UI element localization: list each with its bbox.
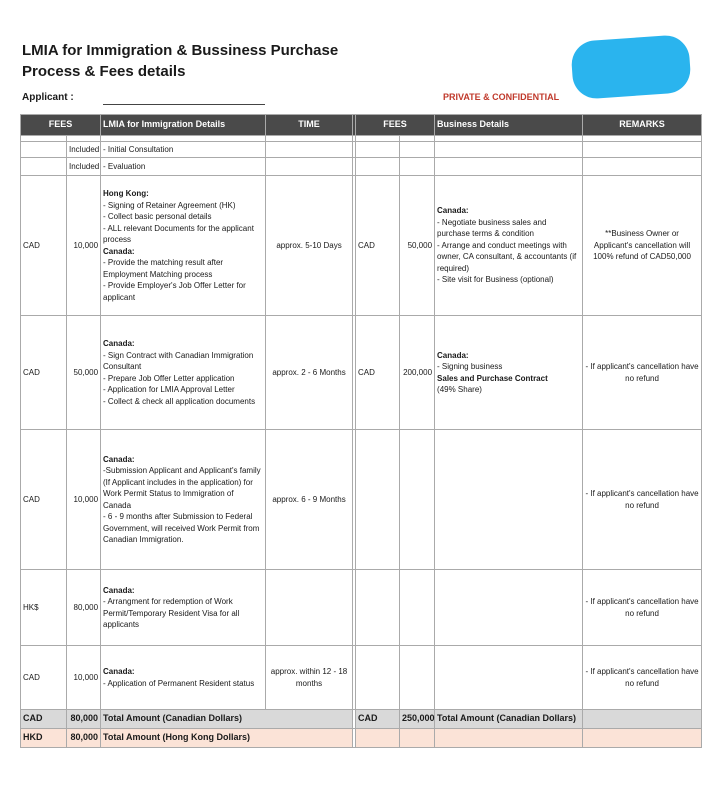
- total-label: Total Amount (Hong Kong Dollars): [101, 729, 353, 748]
- detail-line: Canada:: [103, 585, 135, 595]
- table-row: [21, 430, 702, 570]
- table-row: [21, 570, 702, 646]
- redaction-mark: [570, 34, 692, 100]
- table-row: [21, 646, 702, 710]
- detail-line: Canada:: [103, 667, 135, 676]
- fee-currency: CAD: [21, 316, 67, 430]
- time-estimate: [266, 158, 353, 176]
- table-row: [21, 176, 702, 316]
- total-remarks: [583, 710, 702, 729]
- time-estimate: approx. 2 - 6 Months: [266, 316, 353, 430]
- table-row: [21, 316, 702, 430]
- title-line-2: Process & Fees details: [22, 63, 186, 80]
- business-total-label: [435, 729, 583, 748]
- lmia-detail: [101, 570, 266, 646]
- business-fee-currency: [356, 142, 400, 158]
- remarks: [583, 142, 702, 158]
- lmia-detail: [101, 158, 266, 176]
- detail-line: - Signing of Retainer Agreement (HK): [103, 200, 236, 210]
- detail-line: - Negotiate business sales and purchase terms & condition: [437, 217, 547, 239]
- detail-line: Canada:: [103, 454, 135, 464]
- business-detail: [435, 646, 583, 710]
- business-fee-currency: [356, 158, 400, 176]
- fee-currency: CAD: [21, 646, 67, 710]
- lmia-detail: [101, 142, 266, 158]
- detail-line: - Provide Employer's Job Offer Letter for applicant: [103, 281, 246, 302]
- total-row: [21, 729, 702, 748]
- detail-line: - Signing business: [437, 362, 503, 371]
- remarks: - If applicant's cancellation have no refund: [583, 646, 702, 710]
- total-amount: 80,000: [67, 729, 101, 748]
- lmia-detail: [101, 316, 266, 430]
- detail-line: - Collect basic personal details: [103, 212, 212, 221]
- time-estimate: approx. within 12 - 18 months: [266, 646, 353, 710]
- remarks: [583, 158, 702, 176]
- table-row: [21, 142, 702, 158]
- business-detail: [435, 176, 583, 316]
- fee-currency: [21, 142, 67, 158]
- col-time: TIME: [266, 115, 353, 136]
- table-body: [21, 136, 702, 748]
- lmia-detail: [101, 646, 266, 710]
- fee-currency: CAD: [21, 176, 67, 316]
- business-fee-currency: CAD: [356, 316, 400, 430]
- time-estimate: [266, 142, 353, 158]
- business-fee-currency: CAD: [356, 176, 400, 316]
- fee-amount: 50,000: [67, 316, 101, 430]
- detail-line: - Provide the matching result after Employment Matching process: [103, 258, 224, 279]
- fee-amount: 10,000: [67, 646, 101, 710]
- table-row: [21, 158, 702, 176]
- total-currency: HKD: [21, 729, 67, 748]
- detail-line: - Arrangment for redemption of Work Permit/Temporary Resident Visa for all applicants: [103, 597, 240, 629]
- fee-currency: CAD: [21, 430, 67, 570]
- detail-line: Canada:: [103, 339, 135, 348]
- remarks: - If applicant's cancellation have no refund: [583, 430, 702, 570]
- detail-line: (49% Share): [437, 385, 482, 394]
- business-fee-currency: [356, 430, 400, 570]
- table-header-row: [21, 115, 702, 136]
- fee-amount: 10,000: [67, 176, 101, 316]
- detail-line: - Initial Consultation: [103, 144, 174, 154]
- detail-line: - ALL relevant Documents for the applicant process: [103, 223, 254, 244]
- business-fee-amount: 50,000: [400, 176, 435, 316]
- business-detail: [435, 142, 583, 158]
- total-label: Total Amount (Canadian Dollars): [101, 710, 353, 729]
- applicant-field-line: [103, 104, 265, 105]
- business-total-label: Total Amount (Canadian Dollars): [435, 710, 583, 729]
- total-currency: CAD: [21, 710, 67, 729]
- business-total-currency: CAD: [356, 710, 400, 729]
- remarks: **Business Owner or Applicant's cancellation will 100% refund of CAD50,000: [583, 176, 702, 316]
- fee-amount: Included: [67, 158, 101, 176]
- confidential-label: PRIVATE & CONFIDENTIAL: [443, 92, 560, 102]
- business-fee-amount: 200,000: [400, 316, 435, 430]
- remarks: - If applicant's cancellation have no refund: [583, 570, 702, 646]
- title-line-1: LMIA for Immigration & Bussiness Purchase: [22, 42, 339, 59]
- fee-amount: 10,000: [67, 430, 101, 570]
- business-fee-currency: [356, 646, 400, 710]
- business-total-amount: 250,000: [400, 710, 435, 729]
- business-total-amount: [400, 729, 435, 748]
- detail-line: -Submission Applicant and Applicant's family (If Applicant includes in the application) for: [103, 466, 261, 487]
- business-detail: [435, 158, 583, 176]
- business-fee-amount: [400, 570, 435, 646]
- business-fee-amount: [400, 646, 435, 710]
- fee-currency: [21, 158, 67, 176]
- business-detail: [435, 570, 583, 646]
- total-remarks: [583, 729, 702, 748]
- col-fees-2: FEES: [356, 115, 435, 136]
- business-total-currency: [356, 729, 400, 748]
- business-fee-amount: [400, 158, 435, 176]
- fee-currency: HK$: [21, 570, 67, 646]
- detail-line: - Application for LMIA Approval Letter: [103, 385, 235, 394]
- detail-line: Work Permit Status to Immigration of Canada: [103, 489, 234, 510]
- detail-line: Canada:: [437, 350, 469, 360]
- detail-line: - Application of Permanent Resident status: [103, 678, 255, 688]
- detail-line: Sales and Purchase Contract: [437, 373, 548, 383]
- document-title: [22, 40, 338, 82]
- fee-amount: Included: [67, 142, 101, 158]
- col-lmia-details: LMIA for Immigration Details: [101, 115, 266, 136]
- total-amount: 80,000: [67, 710, 101, 729]
- detail-line: Hong Kong:: [103, 189, 149, 198]
- lmia-detail: [101, 430, 266, 570]
- total-row: [21, 710, 702, 729]
- fee-amount: 80,000: [67, 570, 101, 646]
- time-estimate: [266, 570, 353, 646]
- time-estimate: approx. 6 - 9 Months: [266, 430, 353, 570]
- lmia-detail: [101, 176, 266, 316]
- fees-table: [20, 114, 702, 748]
- detail-line: - Prepare Job Offer Letter application: [103, 373, 235, 383]
- applicant-label: Applicant :: [22, 92, 74, 103]
- time-estimate: approx. 5-10 Days: [266, 176, 353, 316]
- col-business-details: Business Details: [435, 115, 583, 136]
- business-fee-currency: [356, 570, 400, 646]
- detail-line: Canada:: [437, 206, 469, 216]
- business-fee-amount: [400, 430, 435, 570]
- col-remarks: REMARKS: [583, 115, 702, 136]
- detail-line: Canada:: [103, 246, 135, 256]
- detail-line: - Collect & check all application documents: [103, 396, 256, 406]
- detail-line: - 6 - 9 months after Submission to Federal Government, will received Work Permit from Canadian Immigration.: [103, 512, 260, 544]
- business-detail: [435, 316, 583, 430]
- business-fee-amount: [400, 142, 435, 158]
- business-detail: [435, 430, 583, 570]
- remarks: - If applicant's cancellation have no refund: [583, 316, 702, 430]
- detail-line: - Arrange and conduct meetings with owner, CA consultant, & accountants (if required): [437, 240, 577, 273]
- detail-line: - Sign Contract with Canadian Immigration Consultant: [103, 350, 254, 371]
- detail-line: - Site visit for Business (optional): [437, 275, 554, 285]
- detail-line: - Evaluation: [103, 161, 146, 171]
- col-fees: FEES: [21, 115, 101, 136]
